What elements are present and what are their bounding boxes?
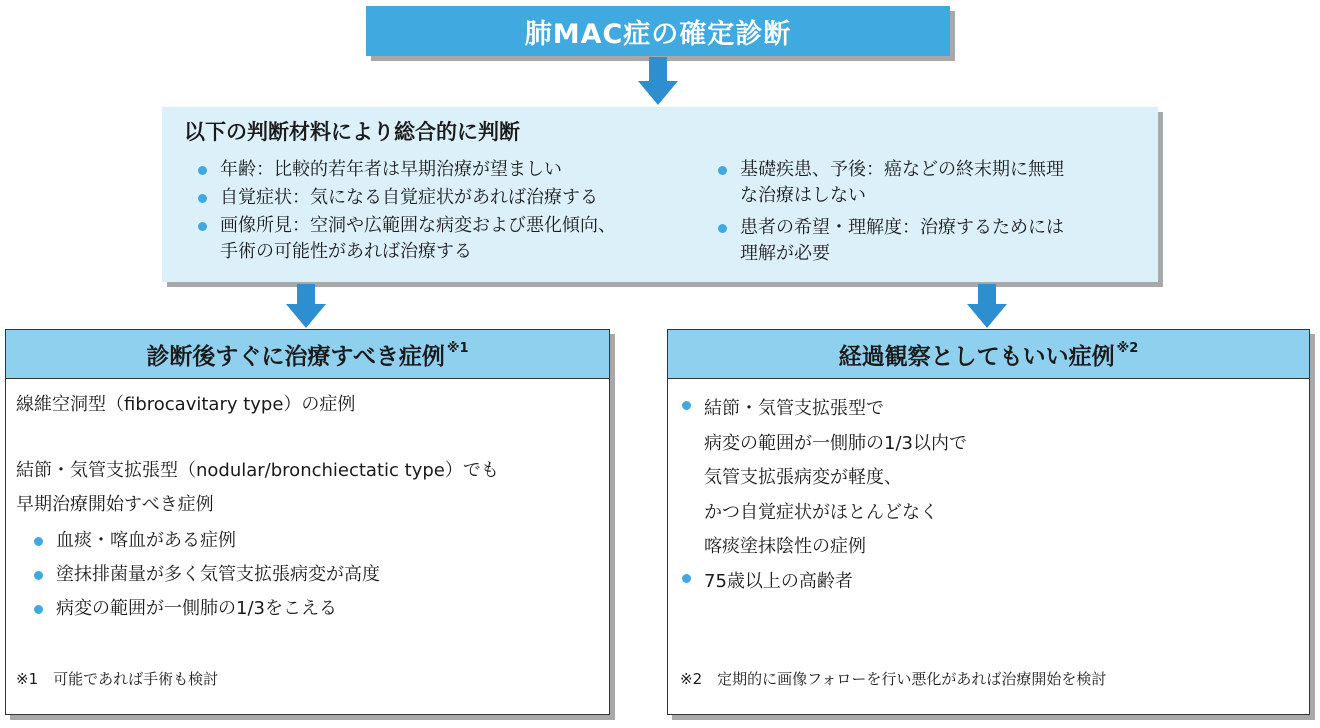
arrow-down-icon [638, 57, 678, 105]
lesion-range-item: 病変の範囲が一側肺の1/3をこえる [56, 598, 337, 619]
criteria-age: 年齢：比較的若年者は早期治療が望ましい [220, 159, 562, 180]
footnote-mark: ※2 [1116, 340, 1139, 356]
list-item [680, 565, 967, 600]
list-item [716, 215, 1146, 267]
list-item [32, 596, 380, 622]
criteria-patient-wish: 患者の希望・理解度：治療するためには [740, 217, 1064, 238]
smear-positive-item: 塗抹排菌量が多く気管支拡張病変が高度 [56, 564, 380, 585]
arrow-down-icon [967, 284, 1007, 328]
observe-line-5: 喀痰塗抹陰性の症例 [704, 536, 866, 557]
criteria-symptoms: 自覚症状：気になる自覚症状があれば治療する [220, 187, 598, 208]
list-item [196, 157, 696, 183]
observation-header [668, 330, 1309, 379]
criteria-heading: 以下の判断材料により総合的に判断 [184, 120, 520, 144]
nodular-line: 結節・気管支拡張型（nodular/bronchiectatic type）でも [16, 460, 499, 481]
immediate-treatment-header [6, 330, 609, 379]
footnote-1: ※1 可能であれば手術も検討 [16, 670, 219, 688]
list-item [32, 562, 380, 588]
criteria-patient-wish-cont: 理解が必要 [740, 243, 830, 264]
criteria-left-list [196, 157, 696, 267]
elderly-item: 75歳以上の高齢者 [704, 570, 853, 592]
observe-line-3: 気管支拡張病変が軽度、 [704, 467, 902, 488]
observation-criteria-list [680, 392, 967, 599]
observe-line-2: 病変の範囲が一側肺の1/3以内で [704, 432, 967, 454]
criteria-comorbidity-cont: な治療はしない [740, 185, 866, 206]
immediate-treatment-title: 診断後すぐに治療すべき症例 [146, 343, 445, 370]
fibrocavitary-line: 線維空洞型（fibrocavitary type）の症例 [16, 394, 356, 415]
criteria-imaging: 画像所見：空洞や広範囲な病変および悪化傾向、 [220, 215, 616, 236]
observe-line-1: 結節・気管支拡張型で [704, 398, 884, 419]
list-item [196, 185, 696, 211]
footnote-2: ※2 定期的に画像フォローを行い悪化があれば治療開始を検討 [680, 670, 1107, 688]
list-item [196, 213, 696, 265]
diagnosis-title: 肺MAC症の確定診断 [366, 6, 950, 56]
observation-title: 経過観察としてもいい症例 [838, 343, 1115, 370]
observe-line-4: かつ自覚症状がほとんどなく [704, 501, 938, 523]
observation-box [667, 329, 1310, 715]
early-treatment-line: 早期治療開始すべき症例 [16, 494, 214, 515]
hemoptysis-item: 血痰・喀血がある症例 [56, 530, 236, 551]
immediate-treatment-box [5, 329, 610, 715]
immediate-criteria-list [32, 528, 380, 622]
criteria-imaging-cont: 手術の可能性があれば治療する [220, 241, 472, 262]
arrow-down-icon [286, 284, 326, 328]
list-item [680, 392, 967, 565]
list-item [716, 157, 1146, 209]
criteria-comorbidity: 基礎疾患、予後：癌などの終末期に無理 [740, 159, 1064, 180]
footnote-mark: ※1 [446, 340, 469, 356]
list-item [32, 528, 380, 554]
criteria-right-list [716, 157, 1146, 269]
